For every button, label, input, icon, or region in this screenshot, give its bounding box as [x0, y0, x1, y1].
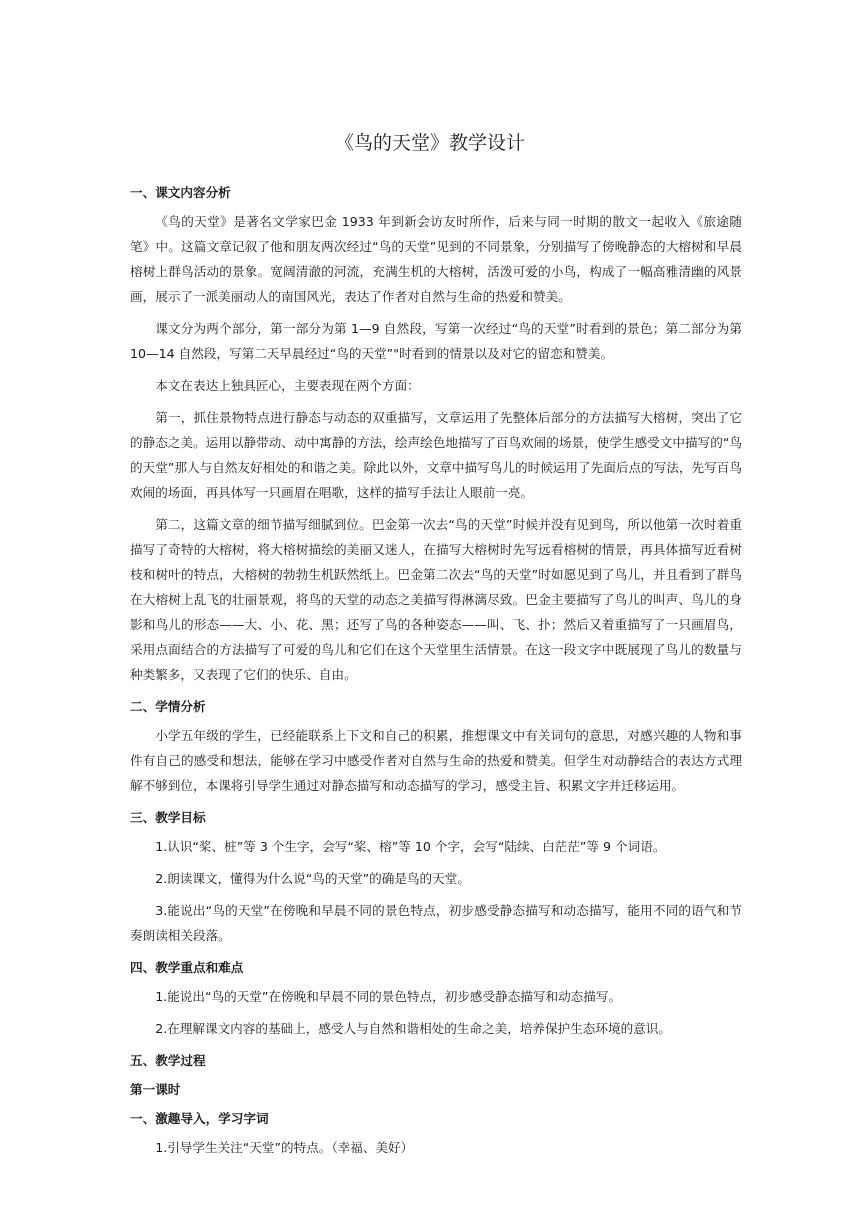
list-item: 2.朗读课文，懂得为什么说“鸟的天堂”的确是鸟的天堂。	[155, 871, 470, 886]
list-item: 2.在理解课文内容的基础上，感受人与自然和谐相处的生命之美，培养保护生态环境的意识。	[155, 1021, 671, 1036]
paragraph: 《鸟的天堂》是著名文学家巴金 1933 年到新会访友时所作，后来与同一时期的散文一起收入《旅途随笔》中。这篇文章记叙了他和朋友两次经过“鸟的天堂”见到的不同景象，分别描写了傍晚静态的大榕树和早晨榕树上群鸟活动的景象。宽阔清澈的河流，充满生机的大榕树，活泼可爱的小鸟，构成了一幅高雅清幽的风景画，展示了一派美丽动人的南国风光，表达了作者对自然与生命的热爱和赞美。	[130, 214, 742, 304]
paragraph: 本文在表达上独具匠心，主要表现在两个方面：	[155, 378, 420, 393]
document-title: 《鸟的天堂》教学设计	[334, 132, 525, 154]
lesson-period-heading: 第一课时	[130, 1082, 181, 1097]
section-heading-key-points: 四、教学重点和难点	[130, 960, 244, 975]
paragraph: 第一，抓住景物特点进行静态与动态的双重描写，文章运用了先整体后部分的方法描写大榕树，突出了它的静态之美。运用以静带动、动中寓静的方法，绘声绘色地描写了百鸟欢闹的场景，使学生感受文中描写的“鸟的天堂”那人与自然友好相处的和谐之美。除此以外，文章中描写鸟儿的时候运用了先面后点的写法，先写百鸟欢闹的场面，再具体写一只画眉在唱歌，这样的描写手法让人眼前一亮。	[130, 410, 742, 500]
list-item: 1.引导学生关注“天堂”的特点。（幸福、美好）	[155, 1140, 414, 1155]
paragraph: 课文分为两个部分，第一部分为第 1—9 自然段，写第一次经过“鸟的天堂”时看到的景色；第二部分为第 10—14 自然段，写第二天早晨经过“鸟的天堂”"时看到的情景以及对它的留恋和赞美。	[130, 321, 742, 361]
paragraph: 第二，这篇文章的细节描写细腻到位。巴金第一次去“鸟的天堂”时候并没有见到鸟，所以他第一次时着重描写了奇特的大榕树，将大榕树描绘的美丽又迷人，在描写大榕树时先写远看榕树的情景，再具体描写近看树枝和树叶的特点，大榕树的勃勃生机跃然纸上。巴金第二次去“鸟的天堂”时如愿见到了鸟儿，并且看到了群鸟在大榕树上乱飞的壮丽景观，将鸟的天堂的动态之美描写得淋漓尽致。巴金主要描写了鸟儿的叫声、鸟儿的身影和鸟儿的形态——大、小、花、黑；还写了鸟的各种姿态——叫、飞、扑；然后又着重描写了一只画眉鸟，采用点面结合的方法描写了可爱的鸟儿和它们在这个天堂里生活情景。在这一段文字中既展现了鸟儿的数量与种类繁多，又表现了它们的快乐、自由。	[130, 517, 742, 682]
list-item: 3.能说出“鸟的天堂”在傍晚和早晨不同的景色特点，初步感受静态描写和动态描写，能用不同的语气和节奏朗读相关段落。	[130, 903, 742, 943]
list-item: 1.认识“桨、桩”等 3 个生字，会写“桨、榕”等 10 个字，会写“陆续、白茫茫”等 9 个词语。	[155, 839, 666, 854]
paragraph: 小学五年级的学生，已经能联系上下文和自己的积累，推想课文中有关词句的意思，对感兴趣的人物和事件有自己的感受和想法，能够在学习中感受作者对自然与生命的热爱和赞美。但学生对动静结合的表达方式理解不够到位，本课将引导学生通过对静态描写和动态描写的学习，感受主旨、积累文字并迁移运用。	[130, 728, 742, 793]
document-body	[130, 180, 742, 1167]
list-item: 1.能说出“鸟的天堂”在傍晚和早晨不同的景色特点，初步感受静态描写和动态描写。	[155, 989, 622, 1004]
section-heading-process: 五、教学过程	[130, 1053, 206, 1068]
section-heading-text-analysis: 一、课文内容分析	[130, 185, 231, 200]
section-heading-objectives: 三、教学目标	[130, 810, 206, 825]
section-heading-student-analysis: 二、学情分析	[130, 699, 206, 714]
step-heading: 一、激趣导入，学习字词	[130, 1111, 269, 1126]
